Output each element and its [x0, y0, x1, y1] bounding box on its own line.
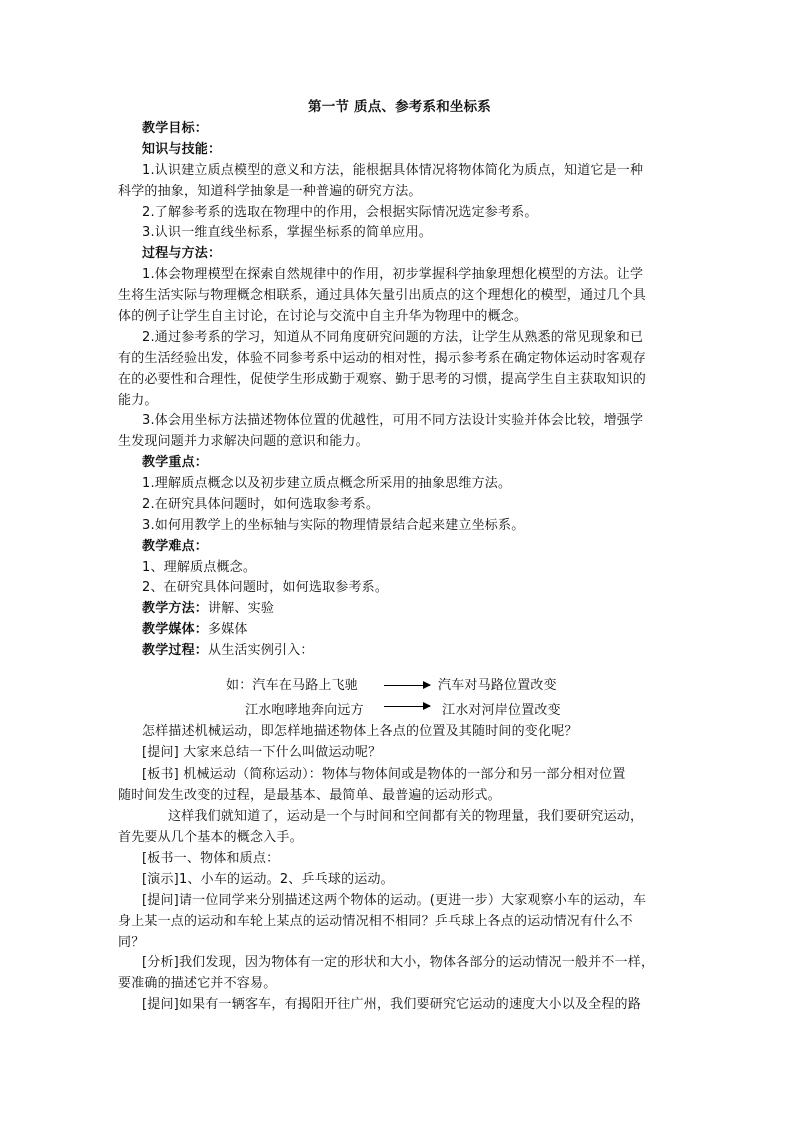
process-item-3-line-1: 3.体会用坐标方法描述物体位置的优越性，可用不同方法设计实验并体会比较，增强学	[142, 413, 644, 428]
method-text: 讲解、实验	[208, 601, 275, 616]
difficulty-2: 2、在研究具体问题时，如何选取参考系。	[142, 580, 389, 595]
difficulties-heading: 教学难点：	[142, 539, 209, 554]
body-ask-3-line-1: [提问]如果有一辆客车，有揭阳开往广州，我们要研究它运动的速度大小以及全程的路	[142, 997, 641, 1012]
process-item-2-line-2: 有的生活经验出发，体验不同参考系中运动的相对性，揭示参考系在确定物体运动时客观存	[118, 351, 647, 366]
knowledge-item-1-line-1: 1.认识建立质点模型的意义和方法，能根据具体情况将物体简化为质点，知道它是一种	[142, 163, 644, 178]
example-2-left: 江水咆哮地奔向远方	[245, 703, 364, 718]
media-line	[142, 619, 248, 640]
body-ask-1: [提问] 大家来总结一下什么叫做运动呢？	[142, 745, 382, 760]
body-analysis-line-2: 要准确的描述它并不容易。	[118, 976, 277, 991]
method-heading: 教学方法：	[142, 601, 209, 616]
body-ask-2-line-2: 身上某一点的运动和车轮上某点的运动情况相不相同？乒乓球上各点的运动情况有什么不	[118, 914, 633, 929]
knowledge-item-1-line-2: 科学的抽象，知道科学抽象是一种普遍的研究方法。	[118, 184, 422, 199]
body-demo: [演示]1、小车的运动。2、乒乓球的运动。	[142, 872, 394, 887]
process-item-2-line-4: 能力。	[118, 393, 158, 408]
body-paragraph-1-line-1: 这样我们就知道了，运动是一个与时间和空间都有关的物理量，我们要研究运动，	[168, 809, 644, 824]
procedure-text: 从生活实例引入：	[208, 643, 314, 658]
key-point-2: 2.在研究具体问题时，如何选取参考系。	[142, 497, 380, 512]
key-points-heading: 教学重点：	[142, 455, 209, 470]
body-paragraph-1-line-2: 首先要从几个基本的概念入手。	[118, 830, 303, 845]
process-item-1-line-3: 体的例子让学生自主讨论，在讨论与交流中自主升华为物理中的概念。	[118, 309, 528, 324]
knowledge-item-3: 3.认识一维直线坐标系，掌握坐标系的简单应用。	[142, 225, 433, 240]
knowledge-heading: 知识与技能：	[142, 142, 222, 157]
procedure-line	[142, 640, 314, 661]
procedure-heading: 教学过程：	[142, 643, 209, 658]
key-point-3: 3.如何用教学上的坐标轴与实际的物理情景结合起来建立坐标系。	[142, 518, 525, 533]
body-board-2: [板书一、物体和质点：	[142, 851, 280, 866]
page-title: 第一节 质点、参考系和坐标系	[308, 99, 491, 115]
process-item-2-line-3: 在的必要性和合理性，促使学生形成勤于观察、勤于思考的习惯，提高学生自主获取知识的	[118, 372, 647, 387]
arrow-right-icon	[384, 685, 430, 686]
key-point-1: 1.理解质点概念以及初步建立质点概念所采用的抽象思维方法。	[142, 476, 512, 491]
body-analysis-line-1: [分析]我们发现，因为物体有一定的形状和大小，物体各部分的运动情况一般并不一样，	[142, 955, 655, 970]
knowledge-item-2: 2.了解参考系的选取在物理中的作用，会根据实际情况选定参考系。	[142, 205, 538, 220]
arrow-right-icon	[384, 706, 430, 707]
body-ask-2-line-3: 同？	[118, 935, 145, 950]
process-heading: 过程与方法：	[142, 246, 222, 261]
example-1-right: 汽车对马路位置改变	[438, 678, 557, 693]
method-line	[142, 598, 274, 619]
process-item-1-line-2: 生将生活实际与物理概念相联系，通过具体矢量引出质点的这个理想化的模型，通过几个具	[118, 288, 647, 303]
difficulty-1: 1、理解质点概念。	[142, 560, 257, 575]
process-item-1-line-1: 1.体会物理模型在探索自然规律中的作用，初步掌握科学抽象理想化模型的方法。让学	[142, 267, 644, 282]
example-1-left: 如：汽车在马路上飞驰	[226, 678, 359, 693]
example-2-right: 江水对河岸位置改变	[442, 703, 561, 718]
body-board-1-line-1: [板书] 机械运动（简称运动）：物体与物体间或是物体的一部分和另一部分相对位置	[142, 767, 626, 782]
media-heading: 教学媒体：	[142, 622, 209, 637]
process-item-2-line-1: 2.通过参考系的学习，知道从不同角度研究问题的方法，让学生从熟悉的常见现象和已	[142, 330, 644, 345]
body-ask-2-line-1: [提问]请一位同学来分别描述这两个物体的运动。(更进一步）大家观察小车的运动，车	[142, 893, 647, 908]
process-item-3-line-2: 生发现问题并力求解决问题的意识和能力。	[118, 434, 369, 449]
body-board-1-line-2: 随时间发生改变的过程，是最基本、最简单、最普遍的运动形式。	[118, 788, 501, 803]
media-text: 多媒体	[208, 622, 248, 637]
objectives-heading: 教学目标：	[142, 121, 209, 136]
body-question-1: 怎样描述机械运动，即怎样地描述物体上各点的位置及其随时间的变化呢？	[142, 724, 578, 739]
